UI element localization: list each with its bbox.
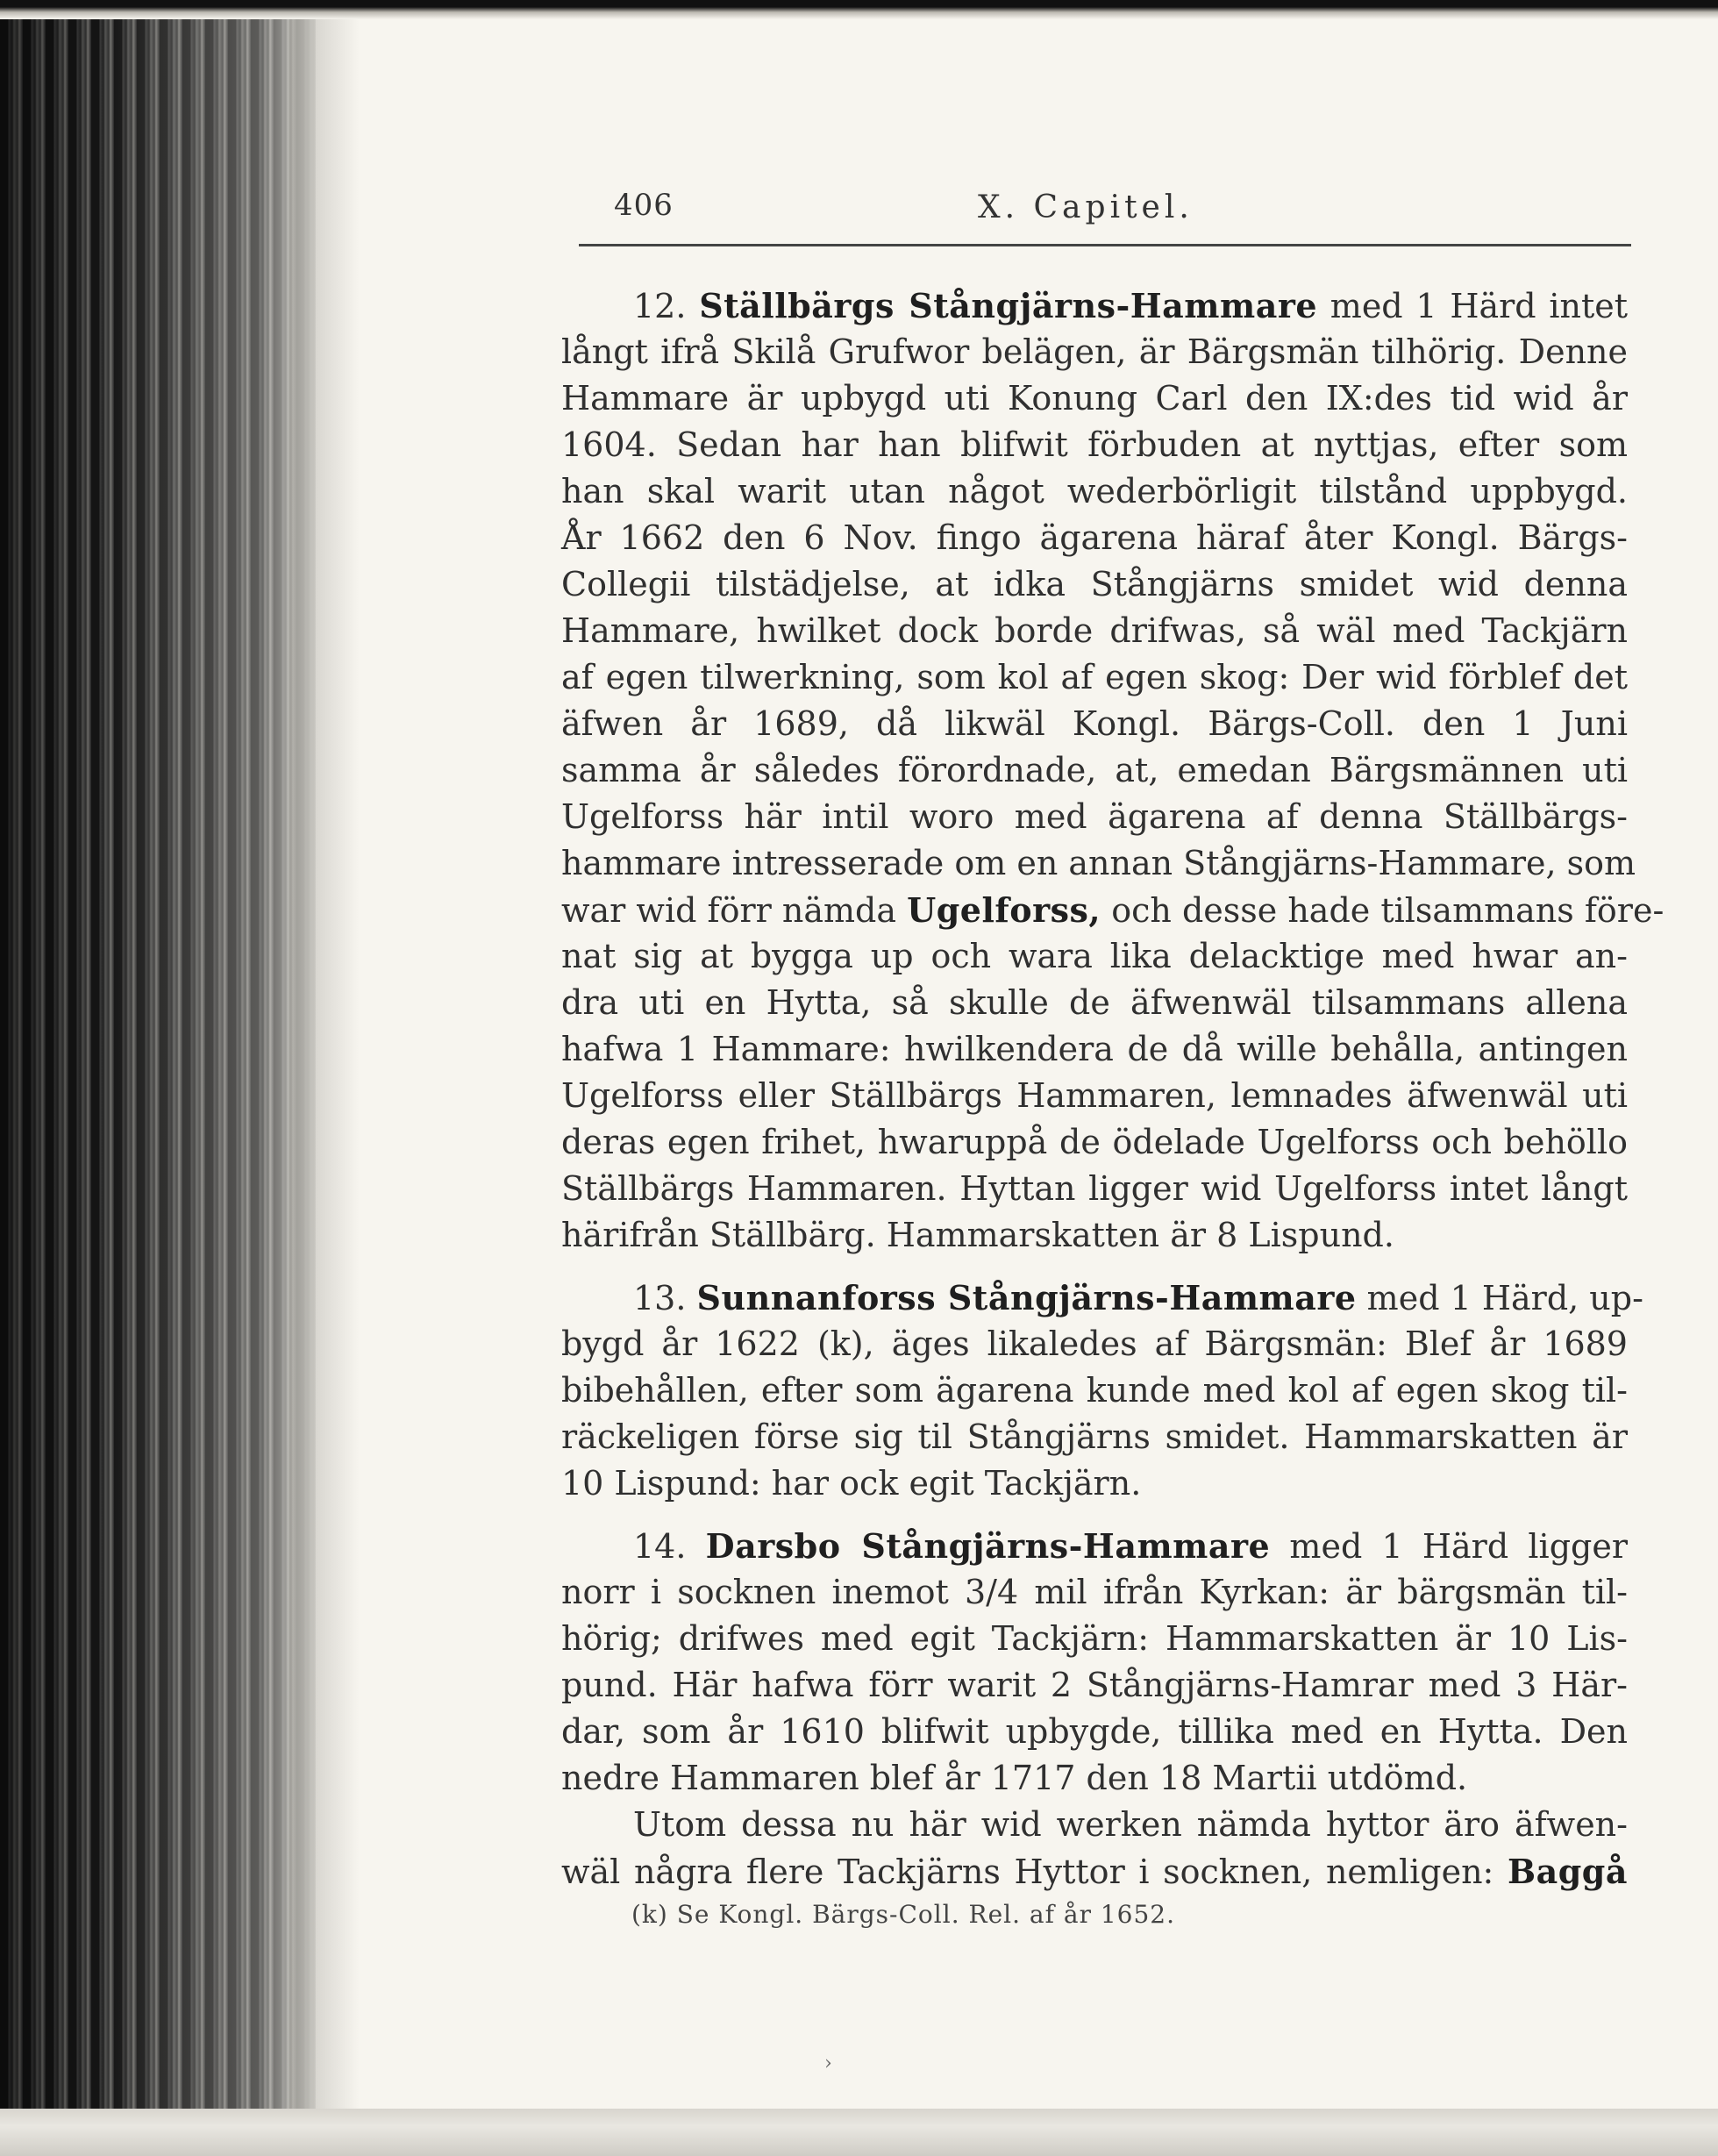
text-segment: mil ifrån Kyrkan: är bärgsmän til- (1018, 1573, 1628, 1611)
page-header (579, 175, 1631, 246)
entry-number: 12. (633, 287, 700, 325)
text-line: Hammare är upbygd uti Konung Carl den IX:des tid wid år (561, 379, 1628, 418)
paragraph-gap (561, 1507, 1628, 1523)
text-line: äfwen år 1689, då likwäl Kongl. Bärgs-Coll. den 1 Juni (561, 704, 1628, 743)
entry-number: 14. (633, 1527, 706, 1566)
text-segment: och desse hade tilsammans före- (1101, 891, 1665, 930)
top-shadow (0, 0, 1718, 19)
text-segment: med 1 Härd, up- (1356, 1279, 1643, 1317)
text-line: af egen tilwerkning, som kol af egen skog: Der wid förblef det (561, 658, 1628, 696)
text-line: hammare intresserade om en annan Stångjärns-Hammare, som (561, 844, 1636, 882)
entry-heading: Sunnanforss Stångjärns-Hammare (696, 1278, 1357, 1317)
text-line: dar, som år 1610 blifwit upbygde, tillika med en Hytta. Den (561, 1712, 1628, 1751)
text-line: räckeligen förse sig til Stångjärns smidet. Hammarskatten är (561, 1417, 1628, 1456)
text-segment: wäl några flere Tackjärns Hyttor i socknen, nemligen: (561, 1853, 1508, 1891)
header-rule (579, 244, 1631, 246)
entry-heading: Ställbärgs Stångjärns-Hammare (699, 286, 1318, 325)
stray-mark: › (824, 2052, 832, 2074)
text-line: nedre Hammaren blef år 1717 den 18 Martii utdömd. (561, 1759, 1468, 1797)
text-line: härifrån Ställbärg. Hammarskatten är 8 Lispund. (561, 1216, 1394, 1254)
text-line: Hammare, hwilket dock borde drifwas, så wäl med Tackjärn (561, 611, 1628, 650)
text-line (561, 1848, 1628, 1895)
text-segment: med 1 Härd ligger (1270, 1527, 1628, 1566)
page-number: 406 (614, 188, 674, 223)
text-line: Utom dessa nu här wid werken nämda hyttor äro äfwen- (633, 1805, 1628, 1844)
place-name-bold: Baggå (1507, 1852, 1628, 1891)
running-head: X. Capitel. (978, 189, 1194, 225)
text-segment: med 1 Härd intet (1317, 287, 1629, 325)
place-name-bold: Ugelforss, (907, 890, 1101, 930)
text-line: samma år således förordnade, at, emedan Bärgsmännen uti (561, 751, 1628, 789)
text-line: deras egen frihet, hwaruppå de ödelade Ugelforss och behöllo (561, 1123, 1628, 1161)
text-line: bibehållen, efter som ägarena kunde med kol af egen skog til- (561, 1371, 1628, 1410)
paragraph-gap (561, 1259, 1628, 1274)
text-line: 10 Lispund: har ock egit Tackjärn. (561, 1464, 1142, 1503)
text-line (561, 1569, 1628, 1616)
text-line: Collegii tilstädjelse, at idka Stångjärns smidet wid denna (561, 565, 1628, 603)
text-line (561, 282, 1628, 329)
text-segment: war wid förr nämda (561, 891, 908, 930)
fraction: 3/4 (964, 1573, 1019, 1611)
footnote: (k) Se Kongl. Bärgs-Coll. Rel. af år 1652. (631, 1900, 1176, 1929)
text-line: 1604. Sedan har han blifwit förbuden at nyttjas, efter som (561, 425, 1628, 464)
page-edges (0, 0, 316, 2156)
text-line: långt ifrå Skilå Grufwor belägen, är Bärgsmän tilhörig. Denne (561, 332, 1628, 371)
gutter-shadow (289, 0, 360, 2156)
text-line: nat sig at bygga up och wara lika delacktige med hwar an- (561, 937, 1628, 975)
scan-bottom-edge (0, 2109, 1718, 2156)
text-line: Ugelforss här intil woro med ägarena af denna Ställbärgs- (561, 797, 1628, 836)
text-line: hörig; drifwes med egit Tackjärn: Hammarskatten är 10 Lis- (561, 1619, 1628, 1658)
text-line: Ställbärgs Hammaren. Hyttan ligger wid Ugelforss intet långt (561, 1169, 1628, 1208)
text-line: hafwa 1 Hammare: hwilkendera de då wille behålla, antingen (561, 1030, 1628, 1068)
body-text (561, 282, 1665, 1895)
text-line: Ugelforss eller Ställbärgs Hammaren, lemnades äfwenwäl uti (561, 1076, 1628, 1115)
entry-number: 13. (633, 1279, 697, 1317)
text-segment: norr i socknen inemot (561, 1573, 965, 1611)
text-line (561, 1523, 1628, 1569)
text-line: pund. Här hafwa förr warit 2 Stångjärns-Hamrar med 3 Här- (561, 1666, 1628, 1704)
text-line: bygd år 1622 (k), äges likaledes af Bärgsmän: Blef år 1689 (561, 1324, 1628, 1363)
text-line (561, 887, 1665, 933)
text-line: År 1662 den 6 Nov. fingo ägarena häraf åter Kongl. Bärgs- (561, 518, 1628, 557)
entry-heading: Darsbo Stångjärns-Hammare (705, 1526, 1271, 1566)
text-line: dra uti en Hytta, så skulle de äfwenwäl tilsammans allena (561, 983, 1628, 1022)
text-line (561, 1274, 1643, 1321)
text-line: han skal warit utan något wederbörligit tilstånd uppbygd. (561, 472, 1628, 510)
